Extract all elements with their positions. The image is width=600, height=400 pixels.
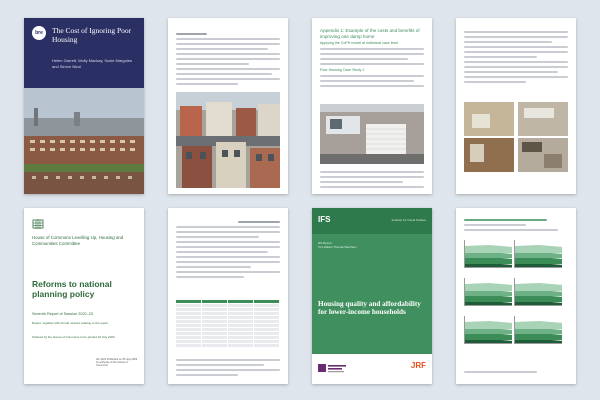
report-page-street-photo[interactable] bbox=[168, 18, 288, 194]
case-study-heading: Poor Housing Case Study 1 bbox=[320, 68, 365, 72]
footnote-block bbox=[176, 356, 280, 379]
body-text-block bbox=[320, 168, 424, 191]
body-text-block bbox=[176, 30, 280, 88]
report-title: Reforms to national planning policy bbox=[32, 279, 112, 299]
body-text-block bbox=[464, 28, 568, 86]
report-authors: Tom Waters Thomas Wernham bbox=[318, 244, 357, 249]
terraced-houses-photo bbox=[176, 92, 280, 188]
data-table bbox=[176, 300, 280, 348]
area-band bbox=[515, 257, 562, 264]
area-chart-panel bbox=[464, 278, 512, 306]
portcullis-icon bbox=[32, 218, 44, 230]
area-band bbox=[515, 333, 562, 340]
report-page-area-charts[interactable] bbox=[456, 208, 576, 384]
area-band bbox=[515, 321, 562, 329]
ifs-tagline: Institute for Fiscal Studies bbox=[391, 218, 426, 222]
report-cover-reforms-to-national-planning-policy[interactable] bbox=[24, 208, 144, 384]
area-chart-panel bbox=[514, 316, 562, 344]
document-code: HC 1122 Published on 25 July 2023 by authority of the House of Commons bbox=[96, 358, 138, 368]
house-with-garage-photo bbox=[320, 104, 424, 164]
ifs-report-title: Housing quality and affordability for lower-income households bbox=[318, 300, 421, 317]
report-page-appendix[interactable] bbox=[312, 18, 432, 194]
ordered-note: Ordered by the House of Commons to be printed 19 July 2023 bbox=[32, 335, 115, 339]
committee-name: House of Commons Levelling Up, Housing and Communities Committee bbox=[32, 235, 124, 246]
report-page-damp-interiors[interactable] bbox=[456, 18, 576, 194]
appendix-heading: Appendix 1: Example of the costs and benefits of improving one damp home bbox=[320, 28, 420, 39]
report-cover-housing-quality-affordability[interactable] bbox=[312, 208, 432, 384]
area-band bbox=[515, 283, 562, 291]
cover-title: The Cost of Ignoring Poor Housing bbox=[52, 26, 132, 44]
area-band bbox=[465, 333, 512, 340]
area-band bbox=[465, 283, 512, 291]
area-band bbox=[465, 245, 512, 253]
report-cover-cost-of-ignoring-poor-housing[interactable] bbox=[24, 18, 144, 194]
chart-page-heading bbox=[464, 216, 568, 234]
ifs-report-meta bbox=[318, 242, 426, 249]
chart-source-note bbox=[464, 368, 568, 376]
nuffield-foundation-logo bbox=[318, 362, 348, 376]
appendix-heading-block bbox=[320, 28, 424, 90]
ifs-logo: IFS bbox=[318, 215, 331, 224]
ifs-header-band bbox=[312, 208, 432, 234]
area-chart-panel bbox=[514, 278, 562, 306]
area-band bbox=[465, 321, 512, 329]
area-band bbox=[465, 257, 512, 264]
cover-authors: Helen Garrett, Molly Mackay, Susie Margoles and Simon Nicol bbox=[52, 58, 132, 69]
bre-logo: bre bbox=[32, 26, 46, 40]
report-page-table[interactable] bbox=[168, 208, 288, 384]
area-band bbox=[465, 295, 512, 302]
body-text-block bbox=[176, 218, 280, 281]
appendix-subheading: Applying the CoPH model at individual case level bbox=[320, 41, 399, 45]
funder-logos-strip bbox=[312, 354, 432, 384]
session-number: Seventh Report of Session 2022–23 bbox=[32, 312, 94, 316]
area-band bbox=[515, 295, 562, 302]
housing-estate-photo bbox=[24, 88, 144, 194]
area-chart-grid bbox=[464, 240, 568, 354]
area-chart-panel bbox=[514, 240, 562, 268]
area-chart-panel bbox=[464, 316, 512, 344]
report-note: Report, together with formal minutes relating to the report bbox=[32, 321, 109, 325]
jrf-logo: JRF bbox=[410, 361, 426, 371]
area-band bbox=[515, 245, 562, 253]
damp-interior-photos bbox=[464, 102, 568, 172]
report-type: IFS Report bbox=[318, 241, 332, 245]
area-chart-panel bbox=[464, 240, 512, 268]
